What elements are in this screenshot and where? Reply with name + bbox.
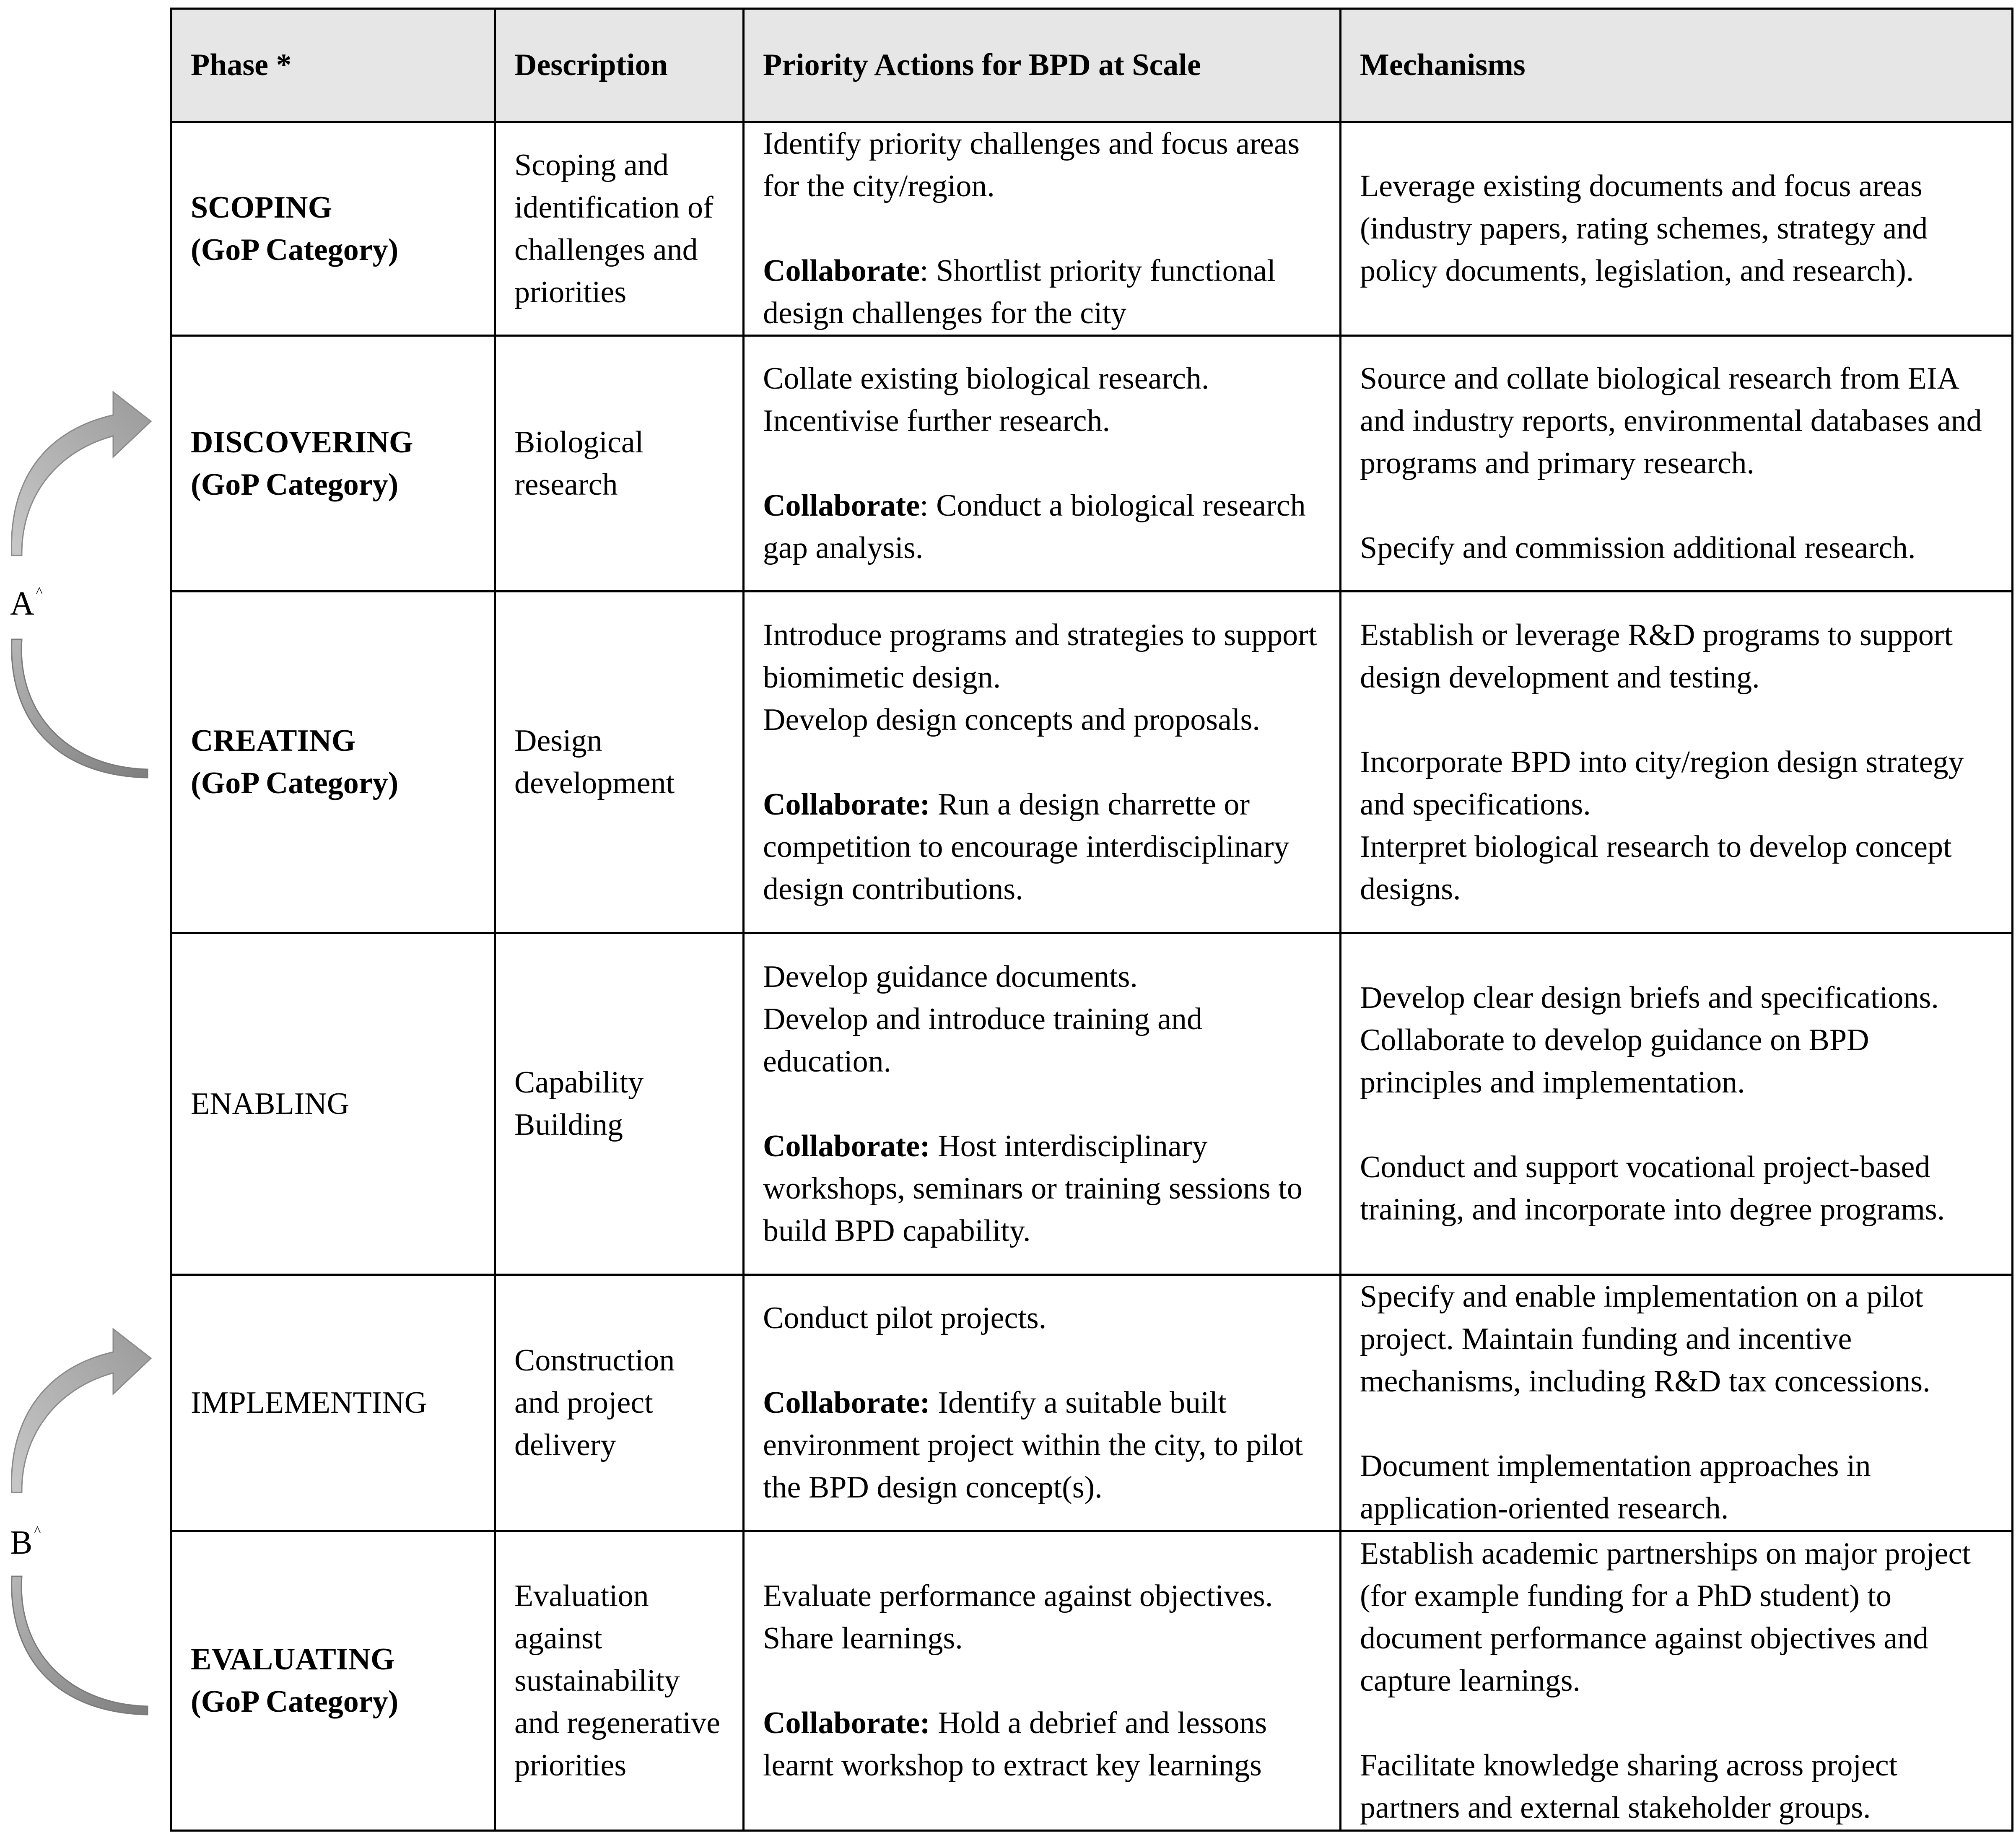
actions-cell: [744, 336, 1341, 592]
mechanism-text: Establish or leverage R&D programs to support design development and testing.: [1360, 618, 1953, 695]
collaborate-text: Identify a suitable built environment project within the city, to pilot the BPD design concept(s).: [763, 1385, 1303, 1505]
collaborate-label: Collaborate: [763, 488, 920, 523]
actions-cell: [744, 933, 1341, 1275]
actions-cell: [744, 122, 1341, 336]
action-collaborate: [763, 1702, 1321, 1787]
action-text: Introduce programs and strategies to support biomimetic design.: [763, 618, 1317, 695]
action-text: Collate existing biological research.: [763, 361, 1209, 396]
phase-name: IMPLEMENTING: [191, 1385, 427, 1420]
phase-cell: [171, 592, 495, 933]
collaborate-label: Collaborate:: [763, 787, 930, 822]
phase-cell: [171, 933, 495, 1275]
phase-name: DISCOVERING: [191, 425, 413, 459]
mechanisms-cell: [1341, 1275, 2013, 1531]
description-cell: Biological research: [495, 336, 744, 592]
collaborate-text: : Shortlist priority functional design challenges for the city: [763, 254, 1276, 330]
action-text: Conduct pilot projects.: [763, 1300, 1047, 1335]
curved-arrow-up-icon: [11, 392, 151, 555]
description-cell: Capability Building: [495, 933, 744, 1275]
table-row: [171, 1531, 2013, 1831]
mechanism-text: Interpret biological research to develop concept designs.: [1360, 829, 1952, 906]
mechanisms-cell: [1341, 336, 2013, 592]
action-spacer: [763, 1083, 1321, 1125]
phase-cell: [171, 336, 495, 592]
description-cell: Evaluation against sustainability and regenerative priorities: [495, 1531, 744, 1831]
mechanism-text: Develop clear design briefs and specifications.: [1360, 981, 1939, 1015]
mechanisms-cell: [1341, 933, 2013, 1275]
cycle-label-a: A ^: [10, 584, 43, 622]
mechanisms-cell: [1341, 592, 2013, 933]
phase-category: (GoP Category): [191, 467, 399, 502]
collaborate-text: : Conduct a biological research gap analysis.: [763, 488, 1306, 565]
action-spacer: [763, 1660, 1321, 1702]
mechanism-text: Collaborate to develop guidance on BPD principles and implementation.: [1360, 1023, 1869, 1100]
cycle-b-arrows: [11, 1329, 151, 1715]
mechanism-spacer: [1360, 1104, 1993, 1146]
table-row: [171, 1275, 2013, 1531]
header-phase: Phase *: [171, 9, 495, 122]
action-collaborate: [763, 784, 1321, 911]
description-cell: Construction and project delivery: [495, 1275, 744, 1531]
mechanism-text: Leverage existing documents and focus areas (industry papers, rating schemes, strategy and policy documents, legislation, and research).: [1360, 169, 1928, 288]
phase-cell: [171, 122, 495, 336]
action-spacer: [763, 1339, 1321, 1382]
table-row: [171, 336, 2013, 592]
phase-category: (GoP Category): [191, 1684, 399, 1719]
collaborate-label: Collaborate:: [763, 1129, 930, 1163]
phase-name: ENABLING: [191, 1086, 350, 1121]
curved-arrow-up-icon: [11, 1329, 151, 1492]
phase-category: (GoP Category): [191, 232, 399, 267]
mechanism-text: Specify and commission additional research.: [1360, 531, 1916, 565]
header-description: Description: [495, 9, 744, 122]
action-text: Share learnings.: [763, 1621, 963, 1656]
mechanism-text: Incorporate BPD into city/region design strategy and specifications.: [1360, 745, 1964, 822]
phase-category: (GoP Category): [191, 766, 399, 800]
curved-arrow-down-icon: [12, 639, 148, 778]
phase-cell: [171, 1275, 495, 1531]
phase-cycle-indicators: [0, 0, 168, 1840]
mechanism-spacer: [1360, 485, 1993, 527]
table-row: [171, 592, 2013, 933]
collaborate-text: Run a design charrette or competition to encourage interdisciplinary design contributions.: [763, 787, 1290, 906]
header-priority-actions: Priority Actions for BPD at Scale: [744, 9, 1341, 122]
cycle-a-arrows: [11, 392, 151, 778]
phase-name: EVALUATING: [191, 1642, 395, 1677]
table-header-row: [171, 9, 2013, 122]
mechanism-text: Establish academic partnerships on major project (for example funding for a PhD student) to document performance against objectives and capture learnings.: [1360, 1536, 1971, 1698]
mechanism-spacer: [1360, 699, 1993, 741]
action-spacer: [763, 208, 1321, 250]
bpd-phase-table: [170, 8, 2013, 1832]
table-row: [171, 122, 2013, 336]
table-body: [171, 122, 2013, 1831]
action-text: Identify priority challenges and focus areas for the city/region.: [763, 127, 1300, 203]
description-cell: Design development: [495, 592, 744, 933]
cycle-label-b: B ^: [10, 1523, 41, 1561]
mechanism-text: Source and collate biological research from EIA and industry reports, environmental databases and programs and primary research.: [1360, 361, 1982, 480]
header-mechanisms: Mechanisms: [1341, 9, 2013, 122]
action-text: Develop guidance documents.: [763, 959, 1138, 994]
description-cell: Scoping and identification of challenges and priorities: [495, 122, 744, 336]
table-row: [171, 933, 2013, 1275]
action-collaborate: [763, 485, 1321, 569]
mechanisms-cell: [1341, 1531, 2013, 1831]
actions-cell: [744, 1275, 1341, 1531]
action-spacer: [763, 741, 1321, 784]
action-text: Evaluate performance against objectives.: [763, 1578, 1273, 1613]
mechanism-spacer: [1360, 1702, 1993, 1744]
mechanism-spacer: [1360, 1403, 1993, 1445]
mechanism-text: Conduct and support vocational project-based training, and incorporate into degree programs.: [1360, 1150, 1945, 1227]
phase-name: SCOPING: [191, 190, 332, 225]
mechanism-text: Specify and enable implementation on a pilot project. Maintain funding and incentive mechanisms, including R&D tax concessions.: [1360, 1279, 1930, 1399]
action-text: Develop and introduce training and education.: [763, 1002, 1202, 1079]
phase-cell: [171, 1531, 495, 1831]
cycle-arrows: [0, 0, 168, 1840]
action-spacer: [763, 442, 1321, 485]
action-text: Develop design concepts and proposals.: [763, 702, 1260, 737]
phase-name: CREATING: [191, 724, 356, 758]
action-collaborate: [763, 1382, 1321, 1509]
collaborate-label: Collaborate:: [763, 1705, 930, 1740]
collaborate-text: Host interdisciplinary workshops, seminars or training sessions to build BPD capability.: [763, 1129, 1302, 1248]
action-collaborate: [763, 1125, 1321, 1252]
mechanism-text: Facilitate knowledge sharing across project partners and external stakeholder groups.: [1360, 1748, 1898, 1825]
mechanism-text: Document implementation approaches in application-oriented research.: [1360, 1449, 1871, 1526]
collaborate-label: Collaborate: [763, 254, 920, 288]
collaborate-label: Collaborate:: [763, 1385, 930, 1420]
curved-arrow-down-icon: [12, 1576, 148, 1715]
action-text: Incentivise further research.: [763, 404, 1110, 438]
actions-cell: [744, 1531, 1341, 1831]
action-collaborate: [763, 250, 1321, 335]
mechanisms-cell: [1341, 122, 2013, 336]
collaborate-text: Hold a debrief and lessons learnt workshop to extract key learnings: [763, 1705, 1267, 1783]
actions-cell: [744, 592, 1341, 933]
